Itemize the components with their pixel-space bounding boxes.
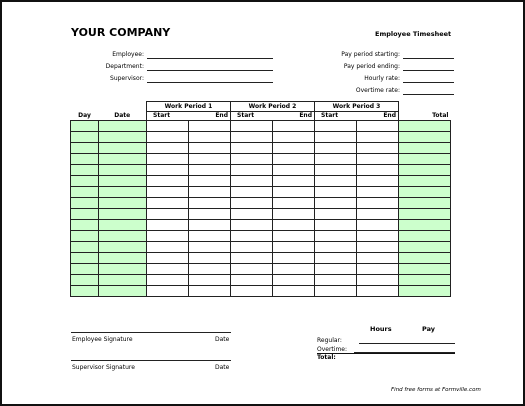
- supervisor-signature-label: Supervisor Signature: [72, 364, 135, 371]
- wp3-start-cell[interactable]: [315, 187, 357, 198]
- wp3-start-cell[interactable]: [315, 275, 357, 286]
- total-cell[interactable]: [399, 121, 451, 132]
- day-cell[interactable]: [71, 209, 99, 220]
- wp1-start-cell[interactable]: [147, 176, 189, 187]
- wp2-end-cell[interactable]: [273, 253, 315, 264]
- date-cell[interactable]: [99, 132, 147, 143]
- blank-cell: [399, 102, 451, 112]
- hourly-rate-field[interactable]: [403, 82, 454, 83]
- day-cell[interactable]: [71, 275, 99, 286]
- wp3-end-cell[interactable]: [357, 231, 399, 242]
- wp2-start-cell[interactable]: [231, 132, 273, 143]
- blank-cell: [99, 102, 147, 112]
- date-cell[interactable]: [99, 165, 147, 176]
- day-cell[interactable]: [71, 121, 99, 132]
- wp1-start-cell[interactable]: [147, 220, 189, 231]
- department-field[interactable]: [147, 70, 273, 71]
- wp1-end-cell[interactable]: [189, 209, 231, 220]
- wp1-end-cell[interactable]: [189, 187, 231, 198]
- wp1-start-cell[interactable]: [147, 143, 189, 154]
- wp1-end-cell[interactable]: [189, 242, 231, 253]
- wp1-start-cell[interactable]: [147, 275, 189, 286]
- total-cell[interactable]: [399, 132, 451, 143]
- total-cell[interactable]: [399, 154, 451, 165]
- timesheet-row: [71, 198, 451, 209]
- employee-signature-line[interactable]: [71, 332, 231, 333]
- wp1-start-cell[interactable]: [147, 154, 189, 165]
- wp2-end-cell[interactable]: [273, 231, 315, 242]
- wp1-start-cell[interactable]: [147, 264, 189, 275]
- hourly-rate-label: Hourly rate:: [364, 75, 400, 82]
- wp1-start-cell[interactable]: [147, 253, 189, 264]
- day-cell[interactable]: [71, 187, 99, 198]
- wp2-end-cell[interactable]: [273, 176, 315, 187]
- wp1-end-cell[interactable]: [189, 176, 231, 187]
- wp1-end-cell[interactable]: [189, 275, 231, 286]
- blank-cell: [71, 102, 99, 112]
- wp2-end-cell[interactable]: [273, 275, 315, 286]
- wp1-end-cell[interactable]: [189, 121, 231, 132]
- start-header: Start: [231, 112, 273, 121]
- wp3-start-cell[interactable]: [315, 132, 357, 143]
- timesheet-row: [71, 286, 451, 297]
- date-cell[interactable]: [99, 264, 147, 275]
- wp2-end-cell[interactable]: [273, 187, 315, 198]
- regular-field[interactable]: [359, 343, 455, 344]
- wp3-end-cell[interactable]: [357, 187, 399, 198]
- date-cell[interactable]: [99, 253, 147, 264]
- wp2-end-cell[interactable]: [273, 132, 315, 143]
- total-cell[interactable]: [399, 242, 451, 253]
- wp3-start-cell[interactable]: [315, 231, 357, 242]
- date-cell[interactable]: [99, 242, 147, 253]
- total-label: Total:: [317, 354, 336, 361]
- day-cell[interactable]: [71, 220, 99, 231]
- overtime-rate-label: Overtime rate:: [355, 87, 400, 94]
- wp3-start-cell[interactable]: [315, 209, 357, 220]
- day-cell[interactable]: [71, 176, 99, 187]
- timesheet-row: [71, 154, 451, 165]
- date-header: Date: [114, 111, 131, 119]
- wp1-end-cell[interactable]: [189, 253, 231, 264]
- start-header: Start: [315, 112, 357, 121]
- day-cell[interactable]: [71, 198, 99, 209]
- wp3-start-cell[interactable]: [315, 121, 357, 132]
- wp2-start-cell[interactable]: [231, 253, 273, 264]
- period-header-row: [71, 102, 451, 112]
- pay-header: Pay: [422, 325, 436, 333]
- timesheet-row: [71, 242, 451, 253]
- wp2-start-cell[interactable]: [231, 176, 273, 187]
- day-cell[interactable]: [71, 286, 99, 297]
- wp3-start-cell[interactable]: [315, 198, 357, 209]
- work-period-1-header: Work Period 1: [147, 102, 231, 112]
- wp1-end-cell[interactable]: [189, 231, 231, 242]
- pay-period-start-label: Pay period starting:: [341, 51, 400, 58]
- day-cell[interactable]: [71, 143, 99, 154]
- wp2-start-cell[interactable]: [231, 165, 273, 176]
- supervisor-date-label: Date: [215, 364, 230, 371]
- wp3-end-cell[interactable]: [357, 154, 399, 165]
- wp2-end-cell[interactable]: [273, 165, 315, 176]
- wp1-start-cell[interactable]: [147, 209, 189, 220]
- timesheet-row: [71, 264, 451, 275]
- day-cell[interactable]: [71, 154, 99, 165]
- wp1-end-cell[interactable]: [189, 154, 231, 165]
- wp3-start-cell[interactable]: [315, 176, 357, 187]
- pay-period-end-label: Pay period ending:: [343, 63, 400, 70]
- timesheet-row: [71, 143, 451, 154]
- wp2-start-cell[interactable]: [231, 154, 273, 165]
- date-cell[interactable]: [99, 121, 147, 132]
- wp3-end-cell[interactable]: [357, 121, 399, 132]
- date-cell[interactable]: [99, 187, 147, 198]
- total-cell[interactable]: [399, 209, 451, 220]
- supervisor-field[interactable]: [147, 82, 273, 83]
- wp1-end-cell[interactable]: [189, 165, 231, 176]
- supervisor-label: Supervisor:: [110, 75, 144, 82]
- timesheet-row: [71, 275, 451, 286]
- timesheet-row: [71, 121, 451, 132]
- timesheet-row: [71, 231, 451, 242]
- total-header: Total: [432, 111, 449, 119]
- wp1-start-cell[interactable]: [147, 231, 189, 242]
- timesheet-table: [70, 101, 451, 297]
- wp1-end-cell[interactable]: [189, 264, 231, 275]
- total-cell[interactable]: [399, 286, 451, 297]
- wp2-start-cell[interactable]: [231, 275, 273, 286]
- wp3-start-cell[interactable]: [315, 242, 357, 253]
- wp3-end-cell[interactable]: [357, 132, 399, 143]
- wp1-start-cell[interactable]: [147, 242, 189, 253]
- end-header: End: [357, 112, 399, 121]
- wp2-start-cell[interactable]: [231, 220, 273, 231]
- total-divider: [317, 353, 455, 354]
- date-cell[interactable]: [99, 209, 147, 220]
- wp2-start-cell[interactable]: [231, 143, 273, 154]
- total-cell[interactable]: [399, 231, 451, 242]
- footer-credit: Find free forms at Formville.com: [391, 387, 481, 393]
- wp2-end-cell[interactable]: [273, 264, 315, 275]
- timesheet-row: [71, 209, 451, 220]
- wp2-end-cell[interactable]: [273, 242, 315, 253]
- employee-field[interactable]: [147, 58, 273, 59]
- overtime-label: Overtime:: [317, 346, 348, 353]
- wp1-start-cell[interactable]: [147, 187, 189, 198]
- work-period-3-header: Work Period 3: [315, 102, 399, 112]
- wp2-start-cell[interactable]: [231, 264, 273, 275]
- wp1-end-cell[interactable]: [189, 286, 231, 297]
- date-cell[interactable]: [99, 286, 147, 297]
- date-cell[interactable]: [99, 275, 147, 286]
- wp3-start-cell[interactable]: [315, 286, 357, 297]
- wp3-end-cell[interactable]: [357, 165, 399, 176]
- pay-period-start-field[interactable]: [403, 58, 454, 59]
- timesheet-row: [71, 176, 451, 187]
- wp2-end-cell[interactable]: [273, 198, 315, 209]
- wp2-end-cell[interactable]: [273, 143, 315, 154]
- wp2-end-cell[interactable]: [273, 220, 315, 231]
- wp1-start-cell[interactable]: [147, 165, 189, 176]
- wp2-end-cell[interactable]: [273, 154, 315, 165]
- wp2-end-cell[interactable]: [273, 209, 315, 220]
- wp3-end-cell[interactable]: [357, 253, 399, 264]
- work-period-2-header: Work Period 2: [231, 102, 315, 112]
- department-label: Department:: [105, 63, 144, 70]
- timesheet-row: [71, 132, 451, 143]
- total-cell[interactable]: [399, 198, 451, 209]
- wp1-end-cell[interactable]: [189, 143, 231, 154]
- employee-date-label: Date: [215, 336, 230, 343]
- wp2-start-cell[interactable]: [231, 286, 273, 297]
- date-cell[interactable]: [99, 231, 147, 242]
- wp2-start-cell[interactable]: [231, 231, 273, 242]
- company-name: YOUR COMPANY: [71, 26, 171, 39]
- wp2-end-cell[interactable]: [273, 121, 315, 132]
- pay-period-end-field[interactable]: [403, 70, 454, 71]
- wp3-end-cell[interactable]: [357, 176, 399, 187]
- day-cell[interactable]: [71, 253, 99, 264]
- day-cell[interactable]: [71, 231, 99, 242]
- wp1-end-cell[interactable]: [189, 132, 231, 143]
- wp2-start-cell[interactable]: [231, 121, 273, 132]
- total-cell[interactable]: [399, 143, 451, 154]
- supervisor-signature-line[interactable]: [71, 360, 231, 361]
- overtime-rate-field[interactable]: [403, 94, 454, 95]
- date-cell[interactable]: [99, 143, 147, 154]
- wp1-start-cell[interactable]: [147, 132, 189, 143]
- date-cell[interactable]: [99, 198, 147, 209]
- wp3-start-cell[interactable]: [315, 264, 357, 275]
- end-header: End: [273, 112, 315, 121]
- day-cell[interactable]: [71, 165, 99, 176]
- date-cell[interactable]: [99, 154, 147, 165]
- wp3-end-cell[interactable]: [357, 264, 399, 275]
- hours-header: Hours: [370, 325, 392, 333]
- day-cell[interactable]: [71, 264, 99, 275]
- wp3-end-cell[interactable]: [357, 242, 399, 253]
- day-cell[interactable]: [71, 132, 99, 143]
- date-cell[interactable]: [99, 220, 147, 231]
- wp1-start-cell[interactable]: [147, 198, 189, 209]
- total-cell[interactable]: [399, 253, 451, 264]
- end-header: End: [189, 112, 231, 121]
- document-title: Employee Timesheet: [375, 30, 452, 38]
- wp2-start-cell[interactable]: [231, 209, 273, 220]
- timesheet-row: [71, 220, 451, 231]
- wp3-end-cell[interactable]: [357, 220, 399, 231]
- wp2-start-cell[interactable]: [231, 187, 273, 198]
- day-header: Day: [78, 111, 91, 119]
- start-header: Start: [147, 112, 189, 121]
- total-cell[interactable]: [399, 187, 451, 198]
- regular-label: Regular:: [317, 337, 342, 344]
- total-cell[interactable]: [399, 165, 451, 176]
- wp3-end-cell[interactable]: [357, 143, 399, 154]
- employee-signature-label: Employee Signature: [72, 336, 133, 343]
- total-cell[interactable]: [399, 220, 451, 231]
- total-cell[interactable]: [399, 176, 451, 187]
- employee-label: Employee:: [112, 51, 144, 58]
- wp2-start-cell[interactable]: [231, 242, 273, 253]
- wp3-end-cell[interactable]: [357, 198, 399, 209]
- total-cell[interactable]: [399, 264, 451, 275]
- wp3-end-cell[interactable]: [357, 286, 399, 297]
- timesheet-row: [71, 187, 451, 198]
- wp1-start-cell[interactable]: [147, 121, 189, 132]
- wp1-end-cell[interactable]: [189, 220, 231, 231]
- total-cell[interactable]: [399, 275, 451, 286]
- wp3-start-cell[interactable]: [315, 154, 357, 165]
- day-cell[interactable]: [71, 242, 99, 253]
- column-header-row: [71, 112, 451, 121]
- wp3-start-cell[interactable]: [315, 165, 357, 176]
- wp3-end-cell[interactable]: [357, 209, 399, 220]
- wp2-start-cell[interactable]: [231, 198, 273, 209]
- wp3-end-cell[interactable]: [357, 275, 399, 286]
- wp3-start-cell[interactable]: [315, 143, 357, 154]
- timesheet-row: [71, 165, 451, 176]
- date-cell[interactable]: [99, 176, 147, 187]
- wp1-end-cell[interactable]: [189, 198, 231, 209]
- wp3-start-cell[interactable]: [315, 253, 357, 264]
- timesheet-row: [71, 253, 451, 264]
- wp3-start-cell[interactable]: [315, 220, 357, 231]
- wp1-start-cell[interactable]: [147, 286, 189, 297]
- wp2-end-cell[interactable]: [273, 286, 315, 297]
